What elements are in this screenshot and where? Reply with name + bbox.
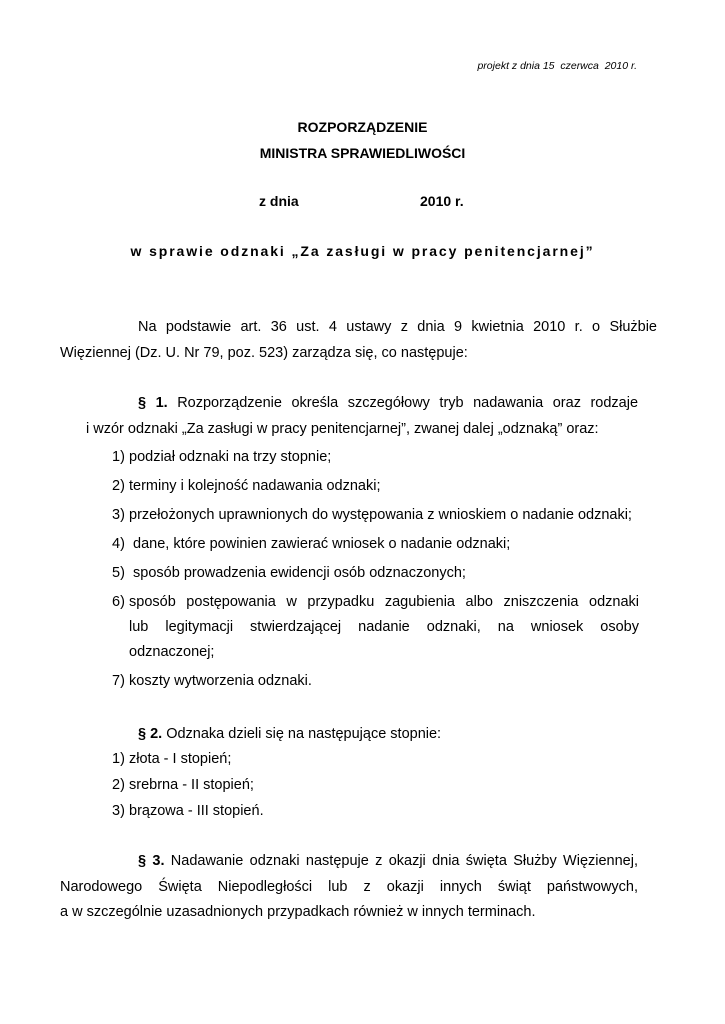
draft-note: projekt z dnia 15 czerwca 2010 r. — [477, 60, 637, 72]
section-3-line-2: Narodowego Święta Niepodległości lub z okazji innych świąt państwowych, — [60, 879, 638, 895]
section-1-item-6 — [112, 592, 672, 672]
item-number: 6) — [112, 594, 125, 610]
section-1-line-2: i wzór odznaki „Za zasługi w pracy penitencjarnej”, zwanej dalej „odznaką” oraz: — [86, 421, 599, 437]
section-3-line1-text: Nadawanie odznaki następuje z okazji dnia święta Służby Więziennej, — [170, 853, 638, 869]
section-2-item-1 — [112, 749, 412, 769]
item-text-line-3: odznaczonej; — [129, 644, 215, 660]
section-1-first-line — [138, 393, 638, 413]
item-number: 2) — [112, 478, 125, 494]
item-number: 7) — [112, 673, 125, 689]
item-text: sposób prowadzenia ewidencji osób odznaczonych; — [129, 565, 466, 581]
date-year: 2010 r. — [420, 193, 464, 209]
item-number: 3) — [112, 507, 125, 523]
section-1-item-5 — [112, 563, 672, 583]
section-3-mark: § 3. — [138, 853, 165, 869]
item-text: terminy i kolejność nadawania odznaki; — [129, 478, 381, 494]
issuing-authority-title: MINISTRA SPRAWIEDLIWOŚCI — [259, 145, 466, 161]
section-1-item-4 — [112, 534, 672, 554]
section-2-item-3 — [112, 801, 412, 821]
section-2-line1-text: Odznaka dzieli się na następujące stopnie: — [162, 726, 442, 742]
section-1-item-3 — [112, 505, 672, 525]
item-text: srebrna - II stopień; — [129, 777, 254, 793]
date-label: z dnia — [259, 193, 299, 209]
section-1-item-7 — [112, 671, 672, 691]
item-number: 4) — [112, 536, 125, 552]
item-number: 1) — [112, 751, 125, 767]
preamble-line-2: Więziennej (Dz. U. Nr 79, poz. 523) zarządza się, co następuje: — [60, 345, 468, 361]
item-text: brązowa - III stopień. — [129, 803, 264, 819]
item-text: podział odznaki na trzy stopnie; — [129, 449, 332, 465]
section-1-line1-text: Rozporządzenie określa szczegółowy tryb nadawania oraz rodzaje — [177, 395, 639, 411]
section-2-first-line — [138, 724, 441, 744]
section-3-line-3: a w szczególnie uzasadnionych przypadkach również w innych terminach. — [60, 904, 536, 920]
section-2-mark: § 2. — [138, 726, 163, 742]
item-number: 1) — [112, 449, 125, 465]
section-3-first-line — [138, 851, 638, 871]
item-text: złota - I stopień; — [129, 751, 232, 767]
document-type-title: ROZPORZĄDZENIE — [297, 119, 428, 135]
preamble-line-1: Na podstawie art. 36 ust. 4 ustawy z dnia 9 kwietnia 2010 r. o Służbie — [138, 319, 657, 335]
section-1-item-1 — [112, 447, 672, 467]
item-text: dane, które powinien zawierać wniosek o nadanie odznaki; — [129, 536, 511, 552]
section-1-item-2 — [112, 476, 672, 496]
item-number: 5) — [112, 565, 125, 581]
section-1-mark: § 1. — [138, 395, 168, 411]
item-number: 2) — [112, 777, 125, 793]
item-text: koszty wytworzenia odznaki. — [129, 673, 312, 689]
item-text: przełożonych uprawnionych do występowania z wnioskiem o nadanie odznaki; — [129, 507, 632, 523]
item-text-line-2: lub legitymacji stwierdzającej nadanie odznaki, na wniosek osoby — [129, 619, 639, 635]
item-text-line-1: sposób postępowania w przypadku zagubienia albo zniszczenia odznaki — [129, 594, 639, 610]
item-number: 3) — [112, 803, 125, 819]
section-2-item-2 — [112, 775, 412, 795]
subject-line: w sprawie odznaki „Za zasługi w pracy penitencjarnej” — [130, 243, 595, 259]
